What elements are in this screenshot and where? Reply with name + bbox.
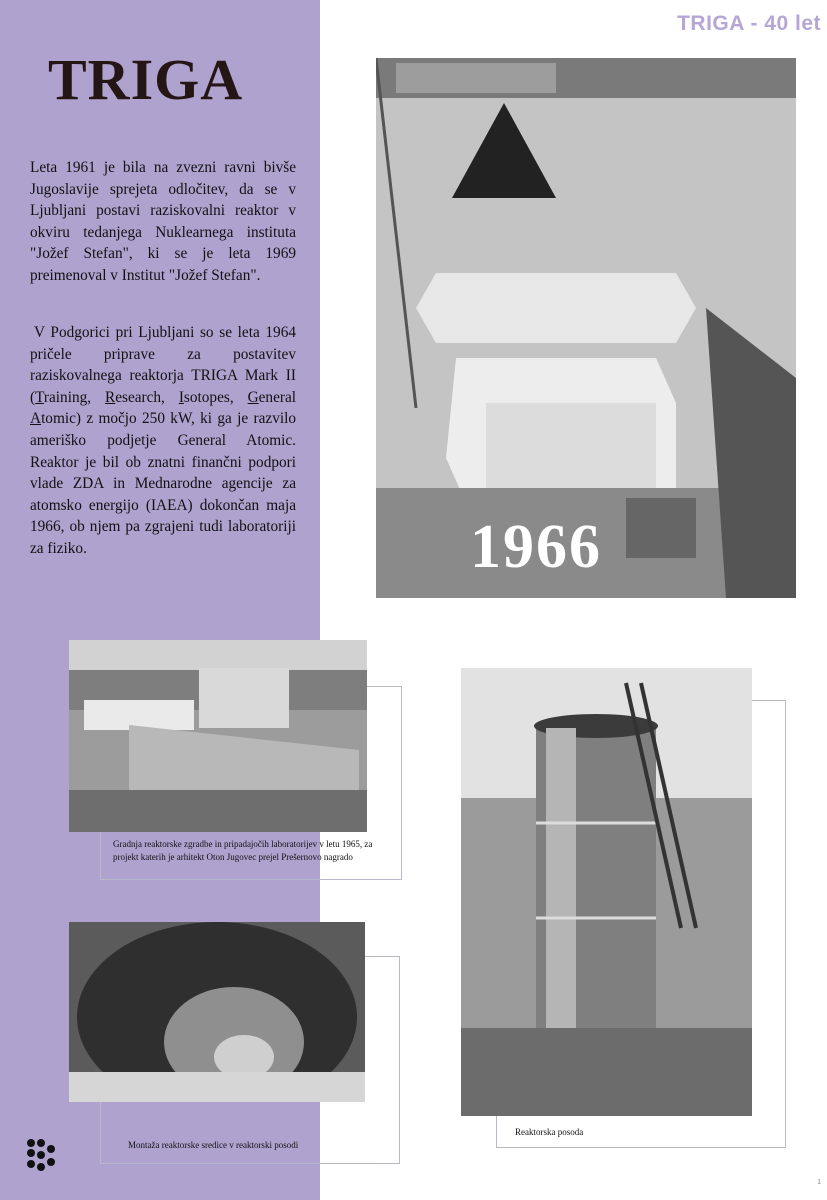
page-title: TRIGA	[48, 47, 244, 112]
header-tag: TRIGA - 40 let	[677, 12, 821, 35]
history-paragraph: V Podgorici pri Ljubljani so se leta 1964 pričele priprave za postavitev raziskovalnega reaktorja TRIGA Mark II (Training, Research, Isotopes, General Atomic) z močjo 250 kW, ki ga je razvilo ameriško podjetje General Atomic. Reaktor je bil ob znatni finančni podpori vlade ZDA in Mednarodne agencije za atomsko energijo (IAEA) dokončan maja 1966, ob njem pa zgrajeni tudi laboratoriji za fiziko.	[30, 324, 296, 557]
core-assembly-photo	[69, 922, 365, 1102]
acronym-general: General	[247, 388, 296, 406]
page-number: 1	[817, 1179, 821, 1186]
vessel-caption: Reaktorska posoda	[515, 1127, 584, 1137]
acronym-isotopes: Isotopes,	[178, 388, 248, 406]
institute-logo-icon	[26, 1138, 56, 1174]
intro-paragraph: Leta 1961 je bila na zvezni ravni bivše Jugoslavije sprejeta odločitev, da se v Ljubljani postavi raziskovalni reaktor v okviru tedanjega Nuklearnega instituta "Jožef Stefan", ki se je leta 1969 preimenoval v Institut "Jožef Stefan".	[30, 159, 296, 284]
acronym-atomic: Atomic	[30, 410, 76, 428]
construction-caption: Gradnja reaktorske zgradbe in pripadajočih laboratorijev v letu 1965, za projekt katerih je arhitekt Oton Jugovec prejel Prešernovo nagrado	[113, 839, 373, 862]
reactor-vessel-photo	[461, 668, 752, 1116]
core-caption: Montaža reaktorske sredice v reaktorski posodi	[128, 1140, 299, 1150]
acronym-training: Training,	[35, 388, 105, 406]
acronym-research: Research,	[105, 388, 179, 406]
hero-year-label: 1966	[470, 513, 602, 581]
construction-photo	[69, 640, 367, 832]
